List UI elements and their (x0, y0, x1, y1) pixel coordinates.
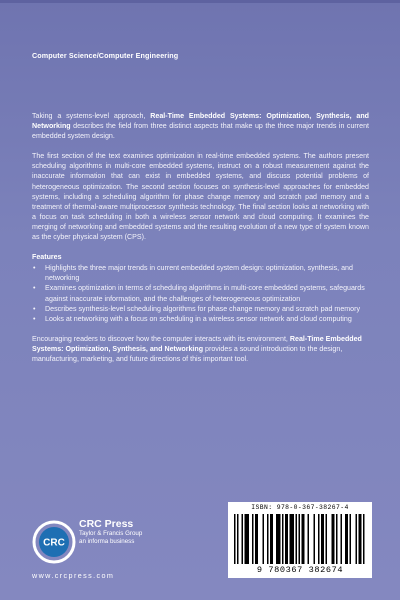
feature-text: Describes synthesis-level scheduling algorithms for phase change memory and scratch pad memory (45, 304, 361, 313)
closing-book-title: Real-Time Embedded Systems: Optimization, Synthesis, and Networking (32, 334, 362, 353)
intro-book-title: Real-Time Embedded Systems: Optimization, Synthesis, and Networking (32, 112, 369, 131)
closing-paragraph (32, 334, 369, 364)
top-border (0, 0, 400, 3)
feature-item (32, 263, 369, 283)
publisher-name: CRC Press (79, 518, 134, 530)
features-list (32, 263, 369, 324)
description-block (32, 111, 369, 364)
feature-item (32, 314, 369, 324)
bullet-marker: • (33, 304, 36, 313)
bullet-marker: • (33, 264, 36, 273)
barcode-digits: 9 780367 382674 (256, 565, 344, 575)
publisher-logo (32, 516, 182, 586)
bullet-marker: • (33, 314, 36, 323)
publisher-tagline: an informa business (79, 538, 135, 545)
publisher-group: Taylor & Francis Group (79, 530, 143, 537)
isbn-number: ISBN: 978-0-367-38267-4 (251, 504, 349, 511)
intro-paragraph (32, 111, 369, 141)
feature-text: Looks at networking with a focus on scheduling in a wireless sensor network and cloud computing (45, 314, 352, 323)
subject-category: Computer Science/Computer Engineering (32, 51, 179, 60)
feature-item (32, 283, 369, 303)
bullet-marker: • (33, 284, 36, 293)
isbn-barcode (228, 502, 372, 578)
feature-item (32, 304, 369, 314)
publisher-website: www.crcpress.com (32, 571, 115, 580)
features-heading: Features (32, 253, 62, 262)
publisher-text (79, 518, 142, 546)
crc-logo-icon (32, 520, 76, 564)
logo-lettering: CRC (43, 537, 65, 549)
closing-text-end: provides a sound introduction to the design, manufacturing, marketing, and future directions of this important tool. (32, 344, 343, 363)
overview-paragraph: The first section of the text examines optimization in real-time embedded systems. The authors present scheduling algorithms in multi-core embedded systems, instruct on a robust measurement against the inaccurate information that can exist in embedded systems, and discuss potential problems of heterogeneous optimization. The second section focuses on synthesis-level approaches for embedded systems, including a scheduling algorithm for phase change memory and scratch pad memory and a treatment of thermal-aware multiprocessor synthesis technology. The final section looks at networking with a focus on task scheduling in both a wireless sensor network and cloud computing. It examines the merging of networking and embedded systems and the resulting evolution of a new type of system known as the cyber physical system (CPS). (32, 152, 369, 242)
barcode-bars (234, 514, 366, 564)
feature-text: Highlights the three major trends in current embedded system design: optimization, synthesis, and networking (45, 264, 353, 283)
closing-text-start: Encouraging readers to discover how the computer interacts with its environment, (32, 334, 290, 343)
intro-text-end: describes the field from three distinct aspects that make up the three major trends in current embedded system design. (32, 122, 369, 141)
intro-text-start: Taking a systems-level approach, (32, 112, 151, 120)
feature-text: Examines optimization in terms of scheduling algorithms in multi-core embedded systems, safeguards against inaccurate information, and the challenges of heterogeneous optimization (45, 284, 365, 303)
